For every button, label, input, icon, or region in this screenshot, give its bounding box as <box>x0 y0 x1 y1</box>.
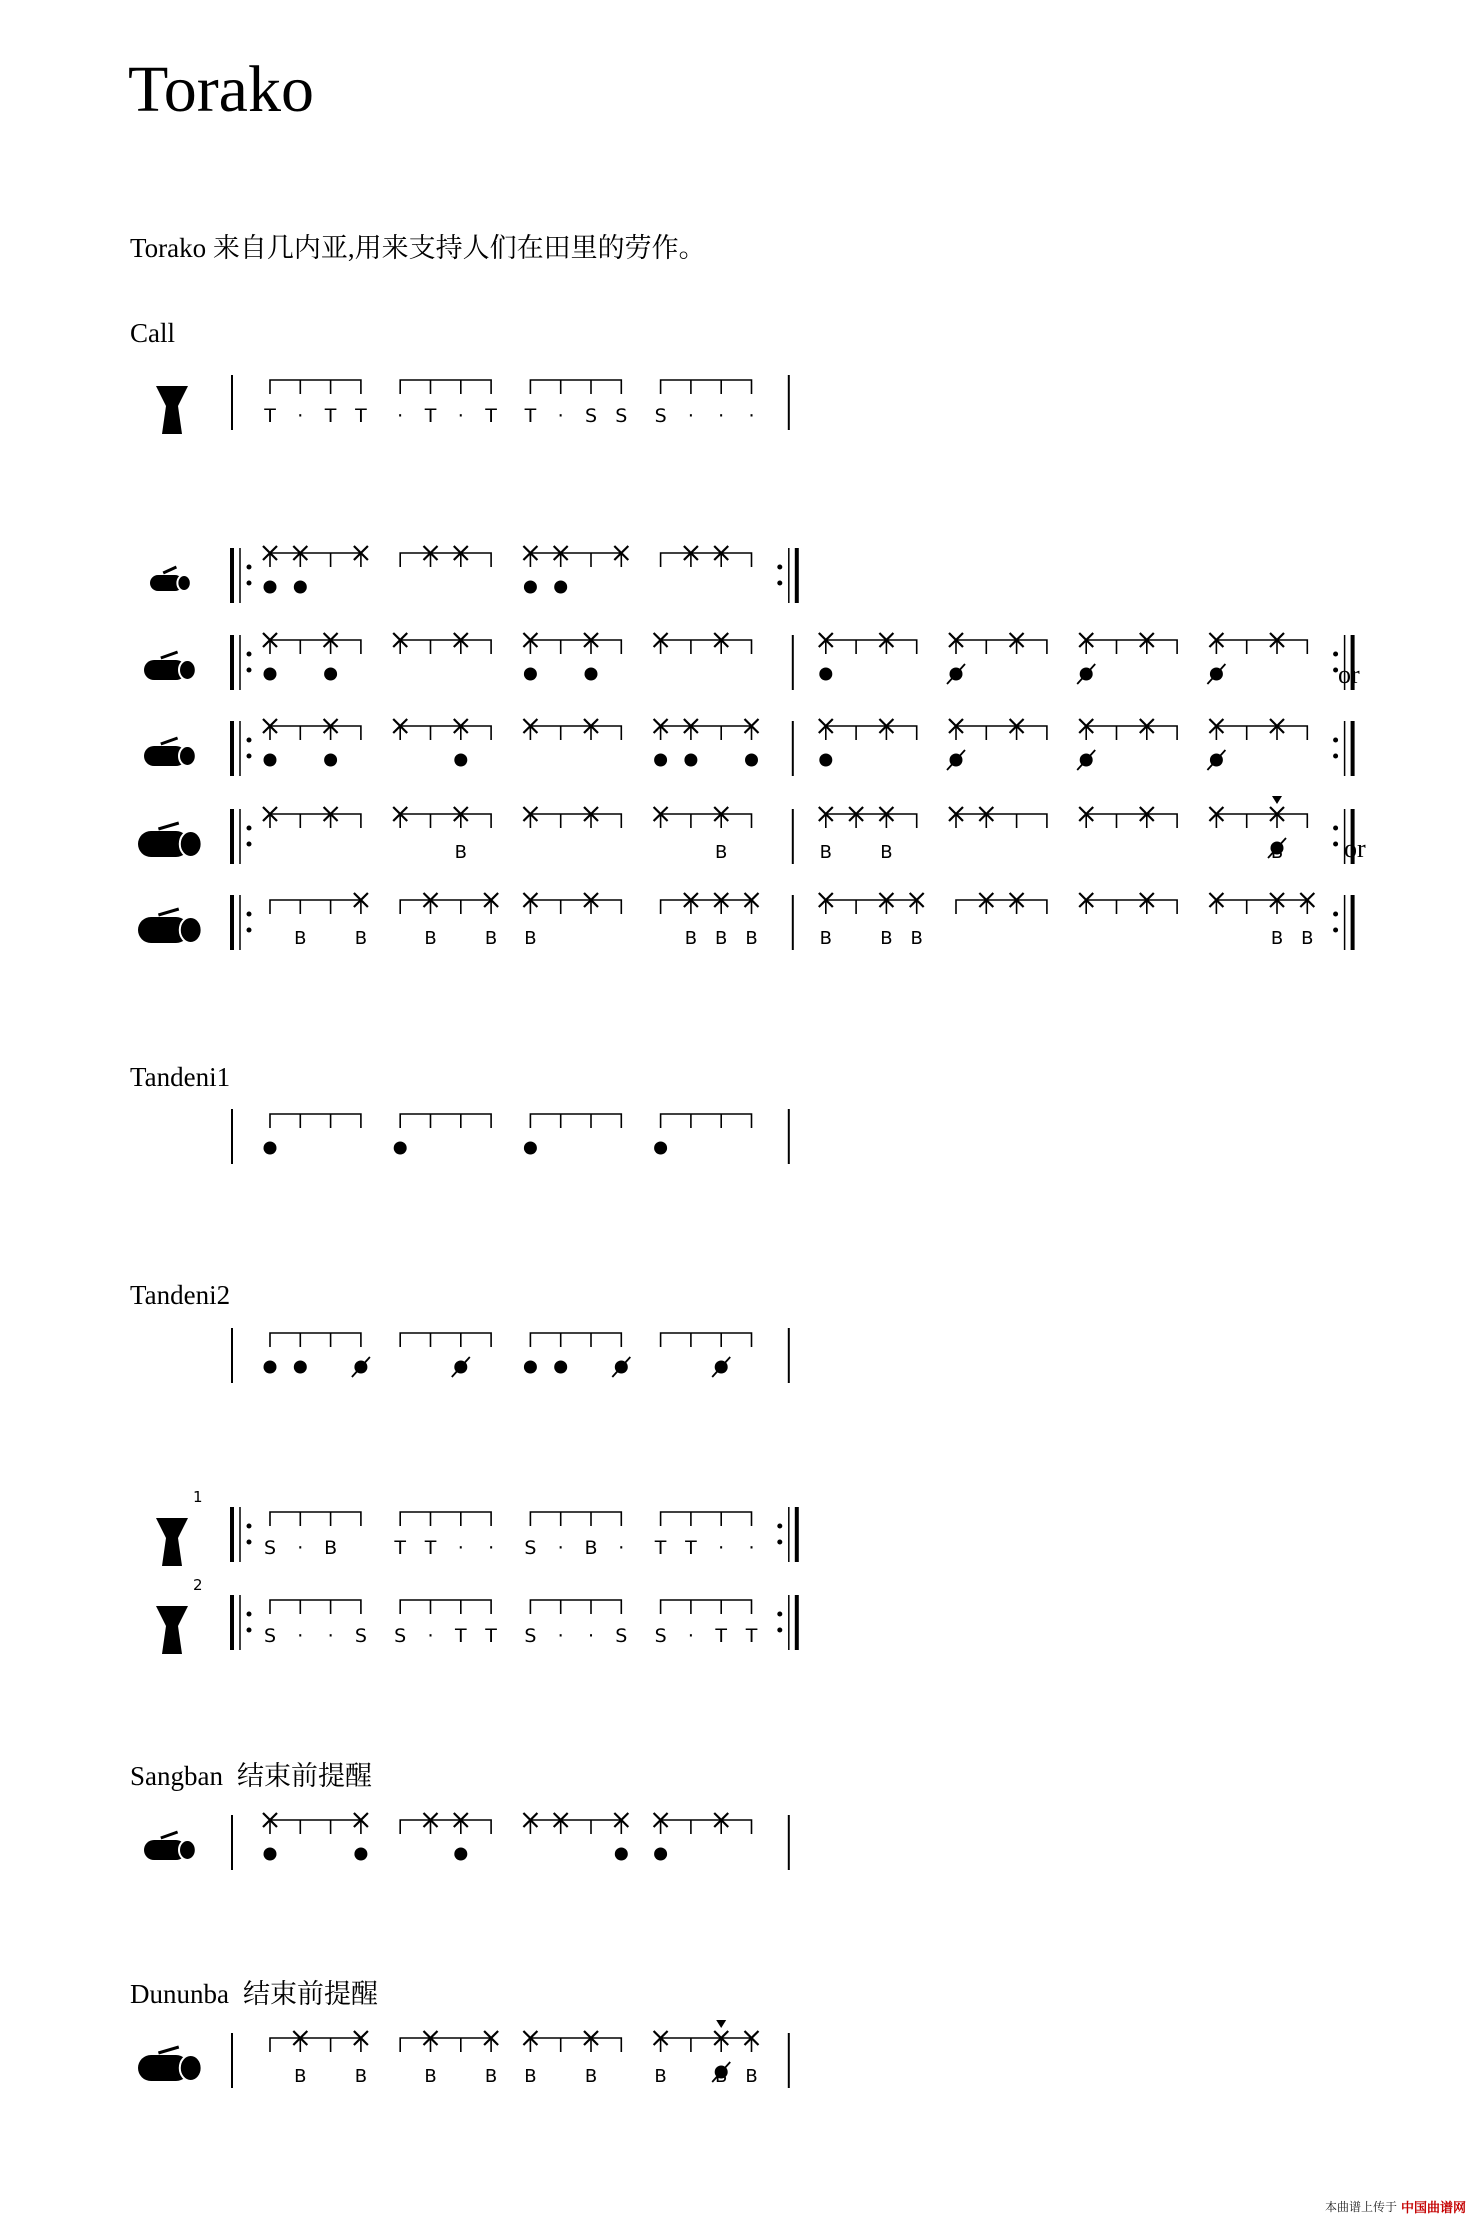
beat-bracket <box>956 726 1047 740</box>
bell-letter: B <box>484 928 498 949</box>
beat-bracket <box>826 726 917 740</box>
part-number: 1 <box>193 1488 203 1506</box>
bell-letter: B <box>880 842 893 863</box>
beat-bracket <box>661 1512 752 1526</box>
beat-bracket <box>270 1820 361 1834</box>
beat-bracket <box>400 640 491 654</box>
open-stroke <box>264 581 277 594</box>
or-label-dununba: or <box>1344 834 1366 863</box>
beat-bracket <box>530 900 621 914</box>
sangban-icon <box>144 1832 196 1860</box>
beat-bracket <box>1086 900 1177 914</box>
beat-bracket <box>530 1820 621 1834</box>
beat-bracket <box>400 1512 491 1526</box>
stroke-letter: T <box>485 1625 497 1647</box>
page-title: Torako <box>128 53 314 126</box>
beat-bracket <box>400 900 491 914</box>
bell-letter: B <box>354 2066 368 2087</box>
repeat-end <box>1333 738 1338 743</box>
beat-bracket <box>400 814 491 828</box>
bell-letter: B <box>484 2066 498 2087</box>
bell-letter: B <box>910 928 923 949</box>
repeat-end <box>777 1524 782 1529</box>
beat-bracket <box>400 1114 491 1128</box>
open-stroke <box>324 754 337 767</box>
repeat-end <box>777 1612 782 1617</box>
dununba-icon <box>138 909 202 943</box>
stroke-letter: S <box>654 1625 667 1647</box>
open-stroke <box>354 1848 367 1861</box>
stroke-letter: · <box>297 405 304 427</box>
beat-bracket <box>956 640 1047 654</box>
stroke-letter: T <box>685 1537 697 1559</box>
footer <box>1325 2197 1466 2216</box>
beat-bracket <box>400 1600 491 1614</box>
open-stroke <box>554 1361 567 1374</box>
stroke-letter: S <box>615 405 628 427</box>
bell-letter: B <box>1301 928 1314 949</box>
repeat-end <box>1333 912 1338 917</box>
bell-letter: B <box>424 2066 437 2087</box>
beat-bracket <box>1216 640 1307 654</box>
beat-bracket <box>530 1333 621 1347</box>
stroke-letter: · <box>618 1537 625 1559</box>
open-stroke <box>819 754 832 767</box>
bell-letter: B <box>880 928 893 949</box>
footer-site-logo: 中国曲谱网 <box>1400 2201 1466 2216</box>
bell-letter: B <box>1270 842 1284 863</box>
beat-bracket <box>661 640 752 654</box>
beat-bracket <box>530 814 621 828</box>
stroke-letter: · <box>587 1625 595 1647</box>
bell-letter: B <box>524 928 537 949</box>
bell-letter: B <box>454 842 467 863</box>
stroke-letter: S <box>263 1625 277 1647</box>
footer-uploaded: 本曲谱上传于 <box>1324 2200 1397 2214</box>
open-stroke <box>394 1142 407 1155</box>
open-stroke <box>524 1361 537 1374</box>
beat-bracket <box>270 1114 361 1128</box>
beat-bracket <box>270 1512 361 1526</box>
stroke-letter: T <box>745 1625 758 1647</box>
repeat-end <box>1333 652 1338 657</box>
beat-bracket <box>270 900 361 914</box>
beat-bracket <box>530 1512 621 1526</box>
bell-letter: B <box>745 2066 758 2087</box>
stroke-letter: · <box>427 1625 434 1647</box>
bell-letter: B <box>424 928 437 949</box>
stroke-letter: · <box>297 1625 304 1647</box>
open-stroke <box>264 1361 277 1374</box>
beat-bracket <box>1086 640 1177 654</box>
bell-letter: B <box>354 928 368 949</box>
bell-letter: B <box>745 928 758 949</box>
stroke-letter: T <box>355 405 367 427</box>
djembe-icon <box>156 386 188 434</box>
stroke-letter: S <box>524 1537 537 1559</box>
stroke-letter: B <box>584 1537 598 1559</box>
stroke-letter: S <box>394 1625 407 1647</box>
open-stroke <box>454 1848 467 1861</box>
beat-bracket <box>661 1820 752 1834</box>
repeat-end <box>777 565 782 570</box>
beat-bracket <box>1086 726 1177 740</box>
open-stroke <box>654 754 667 767</box>
sangban-icon <box>144 738 196 766</box>
section-label-dununba: Dununba 结束前提醒 <box>130 1979 378 2009</box>
bell-letter: B <box>684 928 698 949</box>
bell-letter: B <box>584 2066 598 2087</box>
beat-bracket <box>270 380 361 394</box>
bell-letter: B <box>819 842 832 863</box>
stroke-letter: S <box>524 1625 537 1647</box>
open-stroke <box>264 1142 277 1155</box>
djembe-icon <box>156 1518 188 1566</box>
beat-bracket <box>661 553 752 567</box>
beat-bracket <box>956 814 1047 828</box>
stroke-letter: T <box>394 1537 407 1559</box>
open-stroke <box>585 668 598 681</box>
stroke-letter: · <box>557 405 564 427</box>
stroke-letter: T <box>424 1537 437 1559</box>
open-stroke <box>454 754 467 767</box>
bell-letter: B <box>654 2066 667 2087</box>
or-label-sangban: or <box>1338 660 1360 689</box>
beat-bracket <box>400 553 491 567</box>
stroke-letter: T <box>715 1625 728 1647</box>
beat-bracket <box>530 726 621 740</box>
stroke-letter: B <box>324 1537 338 1559</box>
repeat-end <box>1333 826 1338 831</box>
bell-letter: B <box>294 928 307 949</box>
beat-bracket <box>956 900 1047 914</box>
bell-letter: B <box>524 2066 537 2087</box>
beat-bracket <box>400 726 491 740</box>
beat-bracket <box>826 814 917 828</box>
section-label-call: Call <box>130 318 175 348</box>
beat-bracket <box>826 900 917 914</box>
bell-letter: B <box>715 2066 728 2087</box>
beat-bracket <box>1216 726 1307 740</box>
stroke-letter: · <box>557 1625 564 1647</box>
stroke-letter: T <box>524 405 537 427</box>
beat-bracket <box>530 1114 621 1128</box>
bell-letter: B <box>715 928 728 949</box>
open-stroke <box>524 668 537 681</box>
stroke-letter: T <box>454 1625 467 1647</box>
beat-bracket <box>1216 814 1307 828</box>
beat-bracket <box>661 2038 752 2052</box>
dununba-icon <box>138 823 202 857</box>
beat-bracket <box>530 640 621 654</box>
bell-letter: B <box>294 2066 307 2087</box>
bell-letter: B <box>819 928 832 949</box>
beat-bracket <box>530 380 621 394</box>
open-stroke <box>745 754 758 767</box>
stroke-letter: · <box>687 405 694 427</box>
stroke-letter: · <box>718 1537 725 1559</box>
open-stroke <box>294 581 307 594</box>
description: Torako 来自几内亚,用来支持人们在田里的劳作。 <box>130 233 706 263</box>
beat-bracket <box>270 726 361 740</box>
accent-mark <box>1272 796 1282 804</box>
stroke-letter: S <box>354 1625 367 1647</box>
beat-bracket <box>661 726 752 740</box>
beat-bracket <box>270 553 361 567</box>
stroke-letter: · <box>687 1625 694 1647</box>
stroke-letter: T <box>324 405 337 427</box>
stroke-letter: T <box>424 405 437 427</box>
open-stroke <box>654 1848 667 1861</box>
stroke-letter: · <box>718 405 725 427</box>
beat-bracket <box>530 553 621 567</box>
open-stroke <box>264 1848 277 1861</box>
kenkeni-icon <box>150 567 191 591</box>
stroke-letter: S <box>615 1625 628 1647</box>
stroke-letter: · <box>488 1537 495 1559</box>
beat-bracket <box>661 1600 752 1614</box>
open-stroke <box>819 668 832 681</box>
open-stroke <box>264 668 277 681</box>
open-stroke <box>684 754 697 767</box>
beat-bracket <box>661 1114 752 1128</box>
beat-bracket <box>661 1333 752 1347</box>
stroke-letter: · <box>748 1537 755 1559</box>
stroke-letter: T <box>654 1537 667 1559</box>
stroke-letter: · <box>457 1537 464 1559</box>
open-stroke <box>654 1142 667 1155</box>
stroke-letter: · <box>457 405 464 427</box>
stroke-letter: · <box>748 405 755 427</box>
open-stroke <box>294 1361 307 1374</box>
djembe-icon <box>156 1606 188 1654</box>
beat-bracket <box>530 1600 621 1614</box>
section-label-tandeni2: Tandeni2 <box>130 1280 231 1310</box>
dununba-icon <box>138 2047 202 2081</box>
bell-letter: B <box>715 842 728 863</box>
beat-bracket <box>400 380 491 394</box>
beat-bracket <box>661 814 752 828</box>
open-stroke <box>615 1848 628 1861</box>
stroke-letter: S <box>584 405 598 427</box>
open-stroke <box>524 1142 537 1155</box>
open-stroke <box>524 581 537 594</box>
accent-mark <box>716 2020 726 2028</box>
open-stroke <box>264 754 277 767</box>
stroke-letter: S <box>263 1537 277 1559</box>
beat-bracket <box>661 900 752 914</box>
beat-bracket <box>270 640 361 654</box>
beat-bracket <box>400 2038 491 2052</box>
beat-bracket <box>270 814 361 828</box>
stroke-letter: T <box>485 405 497 427</box>
beat-bracket <box>826 640 917 654</box>
section-label-sangban: Sangban 结束前提醒 <box>130 1761 372 1791</box>
beat-bracket <box>270 1333 361 1347</box>
beat-bracket <box>400 1820 491 1834</box>
part-number: 2 <box>193 1576 203 1594</box>
beat-bracket <box>1086 814 1177 828</box>
beat-bracket <box>530 2038 621 2052</box>
sangban-icon <box>144 652 196 680</box>
beat-bracket <box>661 380 752 394</box>
stroke-letter: · <box>557 1537 564 1559</box>
stroke-letter: T <box>264 405 276 427</box>
beat-bracket <box>400 1333 491 1347</box>
stroke-letter: · <box>327 1625 334 1647</box>
beat-bracket <box>270 1600 361 1614</box>
bell-letter: B <box>1270 928 1284 949</box>
section-label-tandeni1: Tandeni1 <box>130 1062 231 1092</box>
open-stroke <box>324 668 337 681</box>
beat-bracket <box>1216 900 1307 914</box>
stroke-letter: S <box>654 405 667 427</box>
beat-bracket <box>270 2038 361 2052</box>
stroke-letter: · <box>397 405 404 427</box>
open-stroke <box>554 581 567 594</box>
stroke-letter: · <box>297 1537 304 1559</box>
